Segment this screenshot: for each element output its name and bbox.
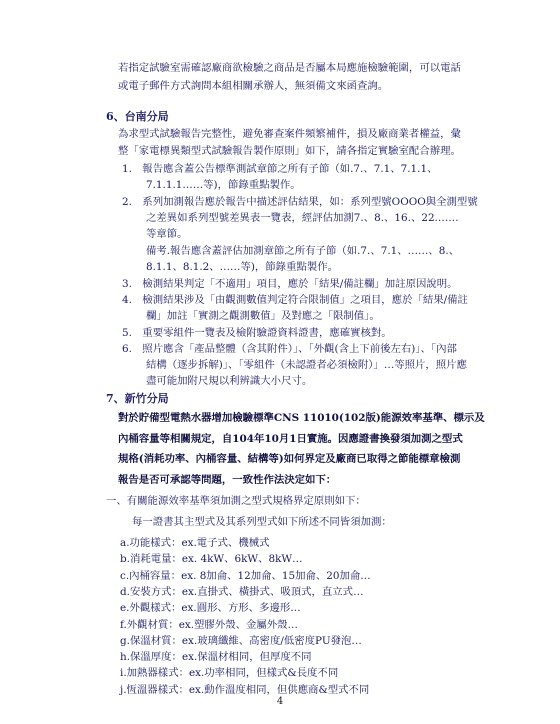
- spec-list-item: a.功能樣式：ex.電子式、機械式: [120, 537, 270, 549]
- section-6-item: 4. 檢測結果涉及「由觀測數值判定符合限制值」之項目，應於「結果/備註: [122, 294, 468, 306]
- section-6-intro-1: 為求型式試驗報告完整性，避免審查案件頻繁補件，損及廠商業者權益，彙: [118, 128, 461, 140]
- spec-list-item: f.外觀材質：ex.塑膠外殼、金屬外殼…: [120, 618, 298, 631]
- section-6-heading: 6、台南分局: [106, 110, 169, 123]
- section-7-sub-heading: 一、有關能源效率基準須加測之型式規格界定原則如下：: [106, 495, 366, 507]
- section-6-item: 5. 重要零組件一覽表及檢附驗證資料證書，應確實核對。: [122, 327, 392, 339]
- spec-list-item: i.加熱器樣式：ex.功率相同，但樣式&長度不同: [120, 667, 339, 680]
- intro-line-1: 若指定試驗室需確認廠商欲檢驗之商品是否屬本局應施檢驗範圍，可以電話: [118, 62, 461, 74]
- spec-list-item: d.安裝方式：ex.直掛式、橫掛式、吸頂式，直立式…: [120, 585, 364, 598]
- page-number: 4: [276, 696, 284, 707]
- section-6-item: 3. 檢測結果判定「不適用」項目，應於「結果/備註欄」加註原因說明。: [122, 278, 458, 290]
- spec-list-item: h.保溫厚度：ex.保溫材相同，但厚度不同: [120, 651, 312, 664]
- spec-list-item: b.消耗電量：ex. 4kW、6kW、8kW…: [120, 553, 303, 566]
- section-7-para-4: 報告是否可承認等問題，一致性作法決定如下：: [118, 474, 337, 486]
- section-6-item: 7.1.1.1……等)，節錄重點製作。: [146, 179, 301, 191]
- intro-line-2: 或電子郵件方式詢問本組相關承辦人，無須備文來函查詢。: [118, 80, 389, 92]
- spec-list-item: j.恆溫器樣式：ex.動作溫度相同，但供應商&型式不同: [120, 683, 370, 696]
- section-6-item: 備考.報告應含蓋評估加測章節之所有子節（如.7.、7.1、……、8.、: [146, 245, 460, 257]
- spec-list-item: c.內桶容量：ex. 8加侖、12加侖、15加侖、20加侖…: [120, 569, 371, 582]
- section-6-item: 6. 照片應含「產品整體（含其附件）」、「外觀(含上下前後左右)」、「內部: [122, 343, 457, 355]
- section-6-item: 欄」加註「實測之觀測數值」及對應之「限制值」。: [146, 310, 380, 322]
- section-6-item: 之差異如系列型號差異表一覽表，經評估加測7.、8.、16.、22.……: [146, 212, 459, 224]
- section-7-para-3: 規格(消耗功率、內桶容量、結構等)如何界定及廠商已取得之節能標章檢測: [118, 453, 461, 465]
- spec-list-item: g.保溫材質：ex.玻璃纖維、高密度/低密度PU發泡…: [120, 634, 362, 647]
- section-6-item: 2. 系列加測報告應於報告中描述評估結果，如：系列型號OOOO與全測型號: [122, 196, 478, 208]
- section-7-heading: 7、新竹分局: [106, 392, 169, 405]
- section-6-item: 8.1.1、8.1.2、……等)，節錄重點製作。: [146, 261, 339, 273]
- section-6-item: 結構（逐步拆解)」、「零組件（未認證者必須檢附）」…等照片，照片應: [146, 359, 467, 371]
- section-6-intro-2: 整「家電標異類型式試驗報告製作原則」如下，請各指定實驗室配合辦理。: [118, 145, 461, 157]
- section-6-item: 等章節。: [146, 228, 188, 240]
- section-6-item: 1. 報告應含蓋公告標準測試章節之所有子節（如.7.、7.1、7.1.1、: [122, 163, 438, 175]
- section-7-sub-intro: 每一證書其主型式及其系列型式如下所述不同皆須加測：: [132, 516, 392, 528]
- spec-list-item: e.外觀樣式：ex.圓形、方形、多邊形…: [120, 602, 301, 615]
- section-7-para-1: 對於貯備型電熱水器增加檢驗標準CNS 11010(102版)能源效率基準、標示及: [118, 412, 485, 424]
- section-7-para-2: 內桶容量等相關規定，自104年10月1日實施。因應證書換發須加測之型式: [118, 433, 463, 445]
- section-6-item: 盡可能加附尺規以利辨識大小尺寸。: [146, 375, 313, 387]
